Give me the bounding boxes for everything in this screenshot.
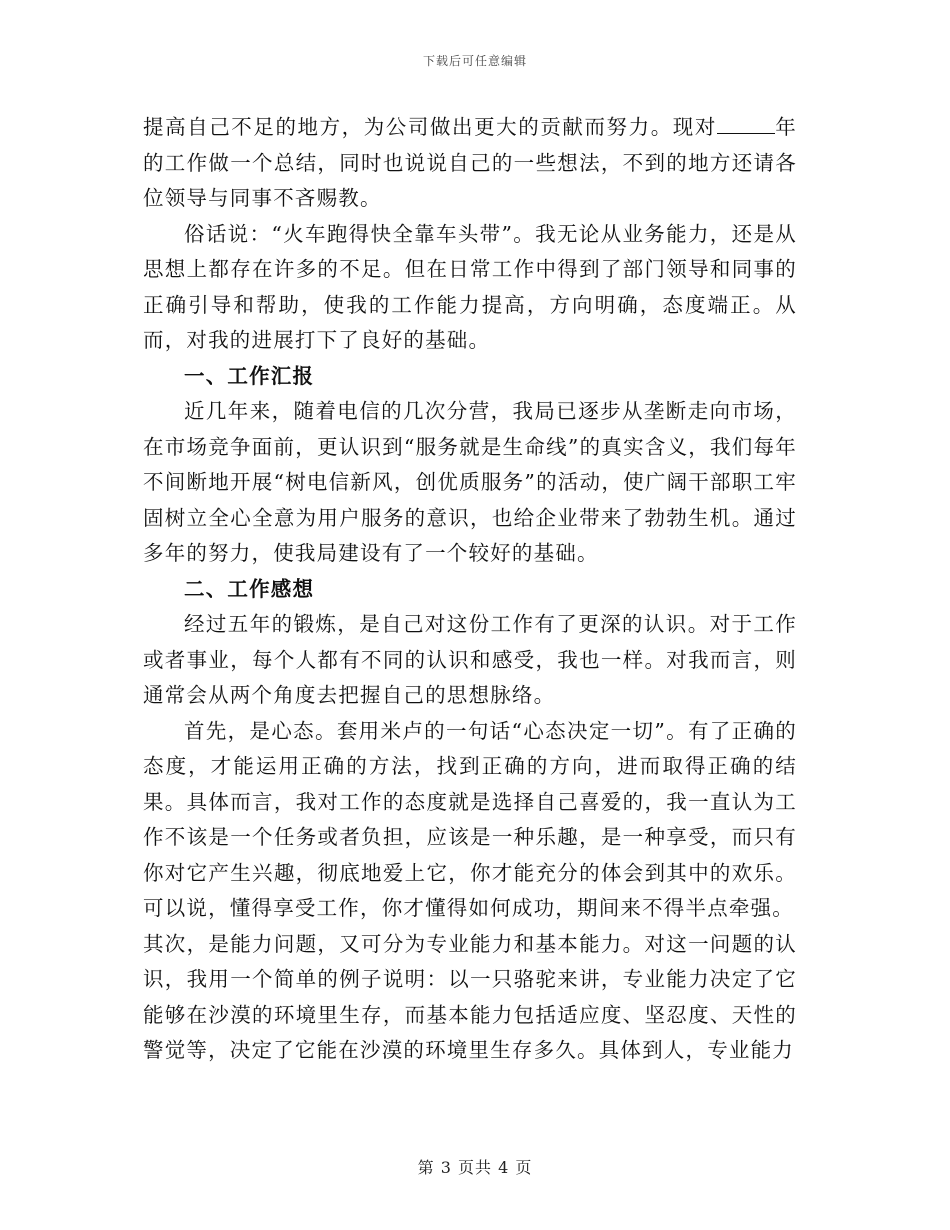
paragraph-ability: 其次，是能力问题，又可分为专业能力和基本能力。对这一问题的认识，我用一个简单的例子说明：以一只骆驼来讲，专业能力决定了它能够在沙漠的环境里生存，而基本能力包括适应度、坚忍度、天性的警觉等，决定了它能在沙漠的环境里生存多久。具体到人，专业能力 <box>143 931 797 1062</box>
paragraph-proverb: 俗话说：“火车跑得快全靠车头带”。我无论从业务能力，还是从思想上都存在许多的不足。但在日常工作中得到了部门领导和同事的正确引导和帮助，使我的工作能力提高，方向明确，态度端正。从而，对我的进展打下了良好的基础。 <box>143 221 797 352</box>
page-number: 第 3 页共 4 页 <box>417 1158 533 1177</box>
heading-work-thoughts: 二、工作感想 <box>184 576 315 601</box>
page-header-note: 下载后可任意编辑 <box>422 54 527 68</box>
paragraph-attitude: 首先，是心态。套用米卢的一句话“心态决定一切”。有了正确的态度，才能运用正确的方法，找到正确的方向，进而取得正确的结果。具体而言，我对工作的态度就是选择自己喜爱的，我一直认为工作不该是一个任务或者负担，应该是一种乐趣，是一种享受，而只有你对它产生兴趣，彻底地爱上它，你才能充分的体会到其中的欢乐。可以说，懂得享受工作，你才懂得如何成功，期间来不得半点牵强。 <box>143 718 797 920</box>
year-blank-field <box>717 115 775 134</box>
document-body <box>143 110 797 1069</box>
paragraph-intro <box>143 110 797 217</box>
paragraph-work-report: 近几年来，随着电信的几次分营，我局已逐步从垄断走向市场，在市场竞争面前，更认识到“服务就是生命线”的真实含义，我们每年不间断地开展“树电信新风，创优质服务”的活动，使广阔干部职工牢固树立全心全意为用户服务的意识，也给企业带来了勃勃生机。通过多年的努力，使我局建设有了一个较好的基础。 <box>143 399 797 565</box>
paragraph-intro-after: 年的工作做一个总结，同时也说说自己的一些想法，不到的地方还请各位领导与同事不吝赐教。 <box>143 115 797 210</box>
paragraph-experience: 经过五年的锻炼，是自己对这份工作有了更深的认识。对于工作或者事业，每个人都有不同的认识和感受，我也一样。对我而言，则通常会从两个角度去把握自己的思想脉络。 <box>143 612 797 707</box>
paragraph-intro-before: 提高自己不足的地方，为公司做出更大的贡献而努力。现对 <box>143 115 717 139</box>
heading-work-report: 一、工作汇报 <box>184 363 315 388</box>
